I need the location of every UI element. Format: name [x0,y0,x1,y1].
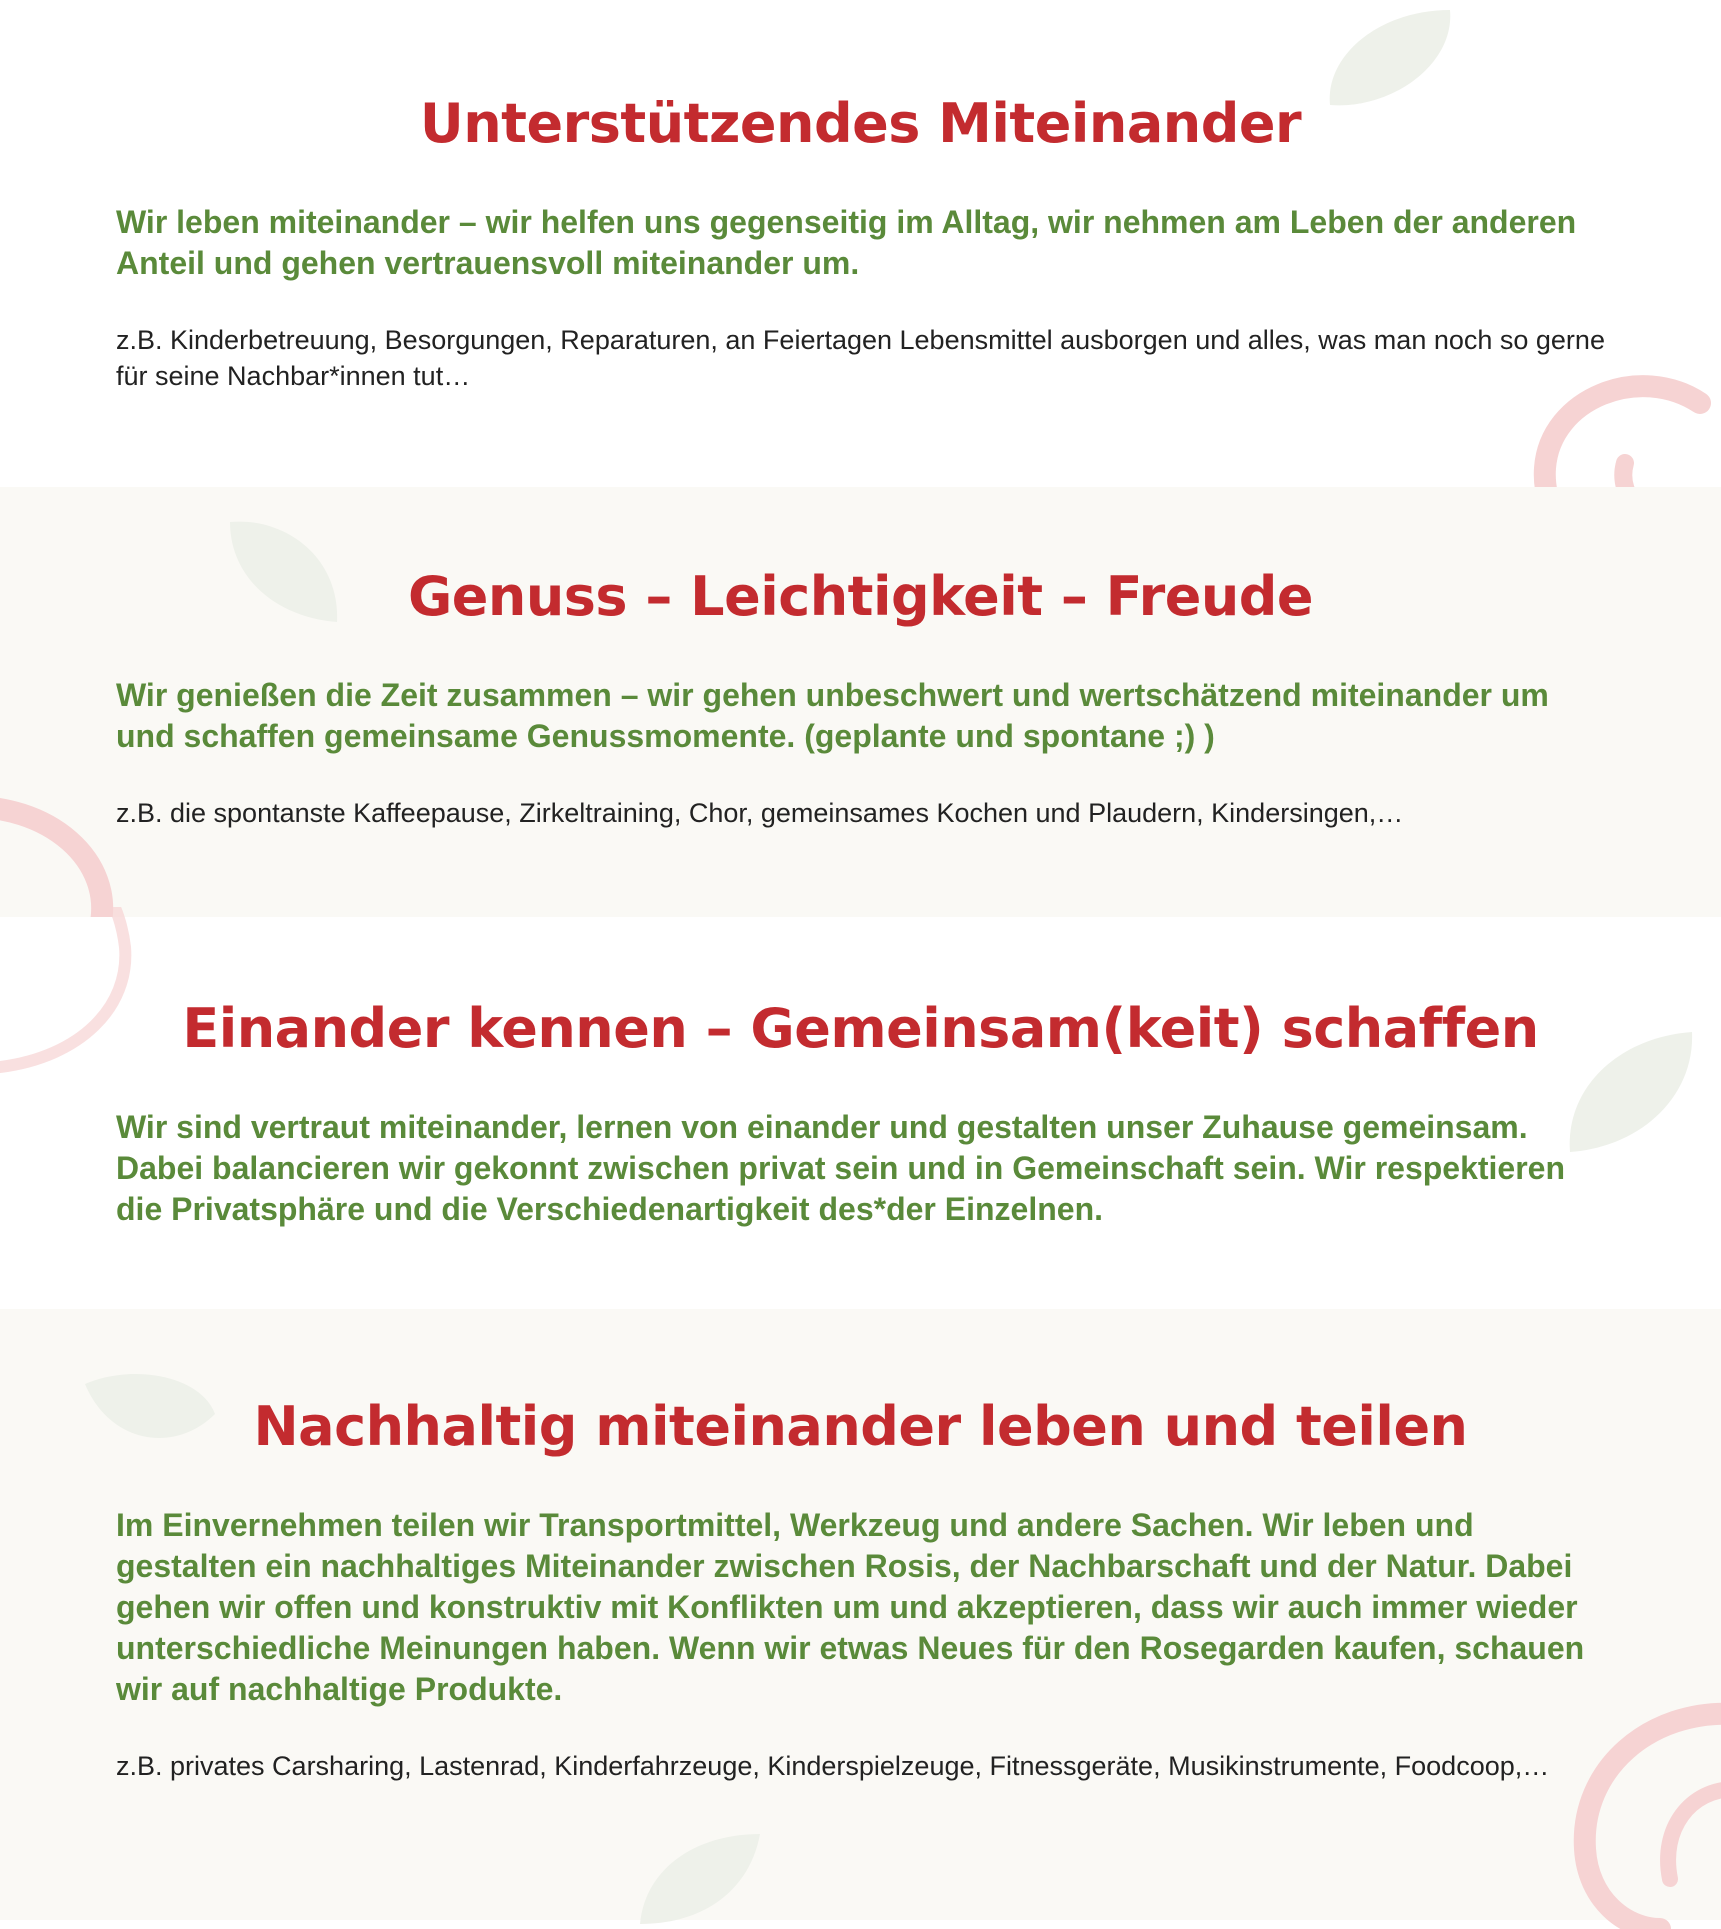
leaf-decoration [635,1829,765,1929]
section-example: z.B. Kinderbetreuung, Besorgungen, Reparaturen, an Feiertagen Lebensmittel ausborgen und alles, was man noch so gerne für seine Nachbar*innen tut… [116,324,1605,391]
section-lead: Im Einvernehmen teilen wir Transportmittel, Werkzeug und andere Sachen. Wir leben und gestalten ein nachhaltiges Miteinander zwischen Rosis, der Nachbarschaft und der Natur. Dabei gehen wir offen und konstruktiv mit Konflikten um und akzeptieren, dass wir auch immer wieder unterschiedliche Meinungen haben. Wenn wir etwas Neues für den Rosegarden kaufen, schauen wir auf nachhaltige Produkte. [116,1506,1585,1707]
section-example: z.B. die spontanste Kaffeepause, Zirkeltraining, Chor, gemeinsames Kochen und Plaudern, Kindersingen,… [116,797,1404,828]
section-example: z.B. privates Carsharing, Lastenrad, Kinderfahrzeuge, Kinderspielzeuge, Fitnessgeräte, Musikinstrumente, Foodcoop,… [116,1750,1550,1781]
section-lead: Wir sind vertraut miteinander, lernen von einander und gestalten unser Zuhause gemeinsam. Dabei balancieren wir gekonnt zwischen privat sein und in Gemeinschaft sein. Wir respektieren die Privatsphäre und die Verschiedenartigkeit des*der Einzelnen. [116,1108,1566,1227]
section-title: Genuss – Leichtigkeit – Freude [407,565,1314,628]
section-content [116,565,1605,831]
section-title: Einander kennen – Gemeinsam(keit) schaffen [182,997,1539,1060]
section-title: Unterstützendes Miteinander [419,92,1302,155]
section-content [116,92,1605,394]
section-lead: Wir leben miteinander – wir helfen uns gegenseitig im Alltag, wir nehmen am Leben der anderen Anteil und gehen vertrauensvoll miteinander um. [116,203,1577,281]
section-einander-kennen [0,917,1721,1309]
section-content [116,997,1605,1230]
section-nachhaltig-miteinander [0,1309,1721,1920]
section-genuss-leichtigkeit-freude [0,487,1721,917]
section-title: Nachhaltig miteinander leben und teilen [253,1395,1468,1458]
section-unterstuetzendes-miteinander [0,0,1721,487]
section-lead: Wir genießen die Zeit zusammen – wir gehen unbeschwert und wertschätzend miteinander um und schaffen gemeinsame Genussmomente. (geplante und spontane ;) ) [116,676,1549,754]
section-content [116,1395,1605,1784]
